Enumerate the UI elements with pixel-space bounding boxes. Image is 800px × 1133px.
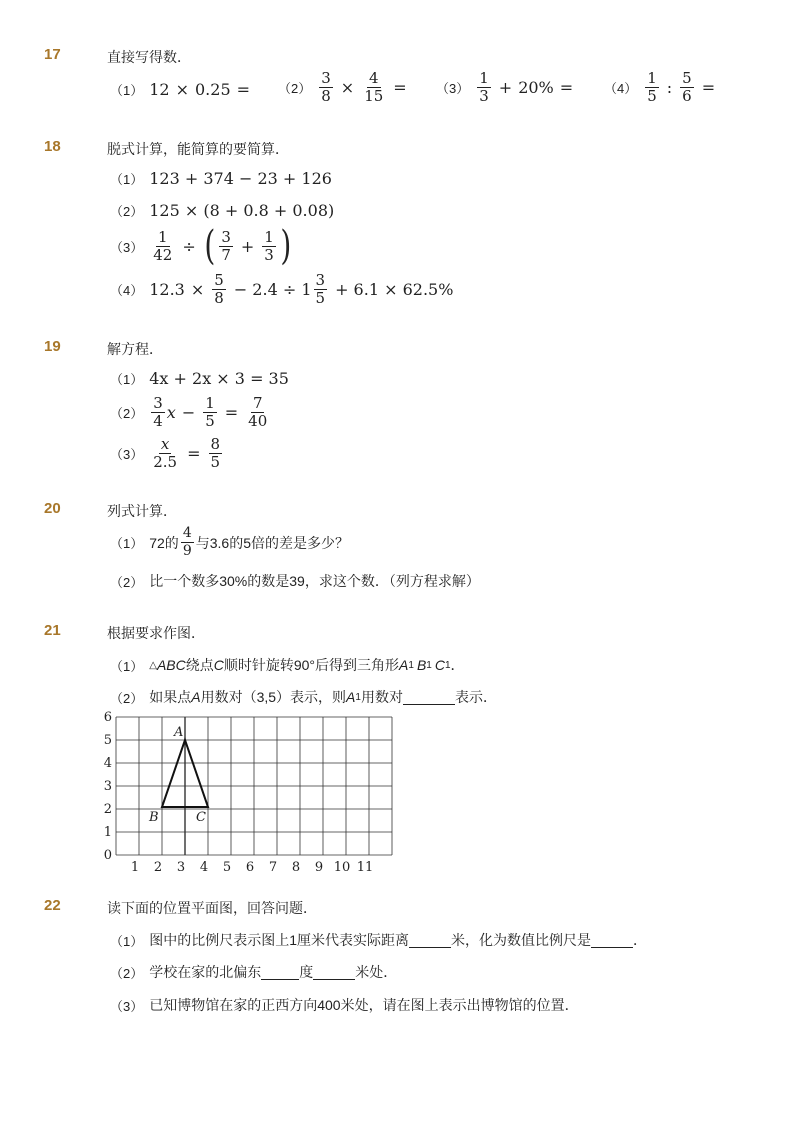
subscript: 1 xyxy=(444,659,451,671)
question-number-19: 19 xyxy=(44,338,61,355)
question-number-18: 18 xyxy=(44,138,61,155)
expression: 4x + 2x × 3 = 35 xyxy=(149,369,289,388)
coordinate-grid xyxy=(100,710,400,875)
text: 用数对（3,5）表示，则 xyxy=(200,689,347,705)
text: 已知博物馆在家的正西方向400米处，请在图上表示出博物馆的位置． xyxy=(149,997,579,1013)
text: ． xyxy=(450,657,465,673)
x-tick-label: 1 xyxy=(130,860,140,875)
q19-item-3 xyxy=(110,436,224,471)
equals: = xyxy=(393,78,407,97)
fraction: $\frac{4}{9}$ xyxy=(182,525,192,559)
expression: 125 × (8 + 0.8 + 0.08) xyxy=(149,201,335,220)
expression: 123 + 374 − 23 + 126 xyxy=(149,169,332,188)
item-label: （4） xyxy=(110,283,144,298)
fraction: $\frac{x}{2.5}$ xyxy=(153,435,178,471)
text: ． xyxy=(633,932,648,948)
right-paren: ) xyxy=(280,223,292,269)
q17-item-3 xyxy=(436,70,579,105)
question-number-17: 17 xyxy=(44,46,61,63)
operator: × xyxy=(190,280,205,299)
fraction: $\frac{8}{5}$ xyxy=(210,435,221,471)
subscript: 1 xyxy=(426,659,432,671)
text: 绕点 xyxy=(185,657,214,673)
x-tick-label: 2 xyxy=(153,860,163,875)
item-label: （2） xyxy=(110,406,144,421)
q19-item-2 xyxy=(110,395,271,430)
text: 用数对 xyxy=(360,689,403,705)
item-label: （1） xyxy=(110,933,144,949)
text: 度 xyxy=(299,964,314,980)
fraction: $\frac{1}{3}$ xyxy=(479,69,489,105)
operator: + xyxy=(498,78,513,97)
x-tick-label: 11 xyxy=(356,860,374,875)
x-tick-label: 9 xyxy=(314,860,324,875)
item-label: （2） xyxy=(110,965,144,981)
item-label: （1） xyxy=(110,172,144,187)
item-label: （4） xyxy=(604,81,638,96)
x-tick-label: 7 xyxy=(268,860,278,875)
q20-item-1 xyxy=(110,525,349,560)
operator: − xyxy=(181,403,196,422)
x-tick-label: 4 xyxy=(199,860,209,875)
item-label: （2） xyxy=(110,204,144,219)
x-tick-label: 5 xyxy=(222,860,232,875)
expression: + 6.1 × 62.5% xyxy=(335,280,454,299)
operator: + xyxy=(240,236,255,256)
question-title-21: 根据要求作图． xyxy=(107,625,205,641)
y-tick-label: 5 xyxy=(103,733,112,748)
point-label-b: B xyxy=(149,810,159,825)
question-number-22: 22 xyxy=(44,897,61,914)
question-title-20: 列式计算． xyxy=(107,503,177,519)
fraction: $\frac{3}{8}$ xyxy=(321,69,331,105)
fraction: $\frac{4}{15}$ xyxy=(364,69,384,105)
item-label: （1） xyxy=(110,372,144,387)
equals: = xyxy=(559,78,574,97)
q18-item-4 xyxy=(110,272,453,307)
point-label-c: C xyxy=(196,810,206,825)
item-label: （3） xyxy=(110,998,144,1014)
text: A xyxy=(346,689,356,705)
q22-item-1 xyxy=(110,930,647,950)
operator: : xyxy=(666,78,673,97)
q17-item-4 xyxy=(604,70,721,105)
item-label: （3） xyxy=(436,81,470,96)
q18-item-1 xyxy=(110,169,332,188)
fraction: $\frac{1}{5}$ xyxy=(647,69,657,105)
item-label: （2） xyxy=(110,574,144,590)
q17-item-1 xyxy=(110,80,256,99)
equals: = xyxy=(187,444,201,463)
item-label: （3） xyxy=(110,447,144,462)
number: 20% xyxy=(518,78,554,97)
item-label: （2） xyxy=(278,81,312,96)
q21-item-2 xyxy=(110,687,497,707)
q21-item-1 xyxy=(110,655,465,675)
question-title-17: 直接写得数． xyxy=(107,49,191,65)
variable: x xyxy=(166,403,176,422)
item-label: （3） xyxy=(110,239,144,255)
equals: = xyxy=(224,403,239,422)
y-tick-label: 4 xyxy=(103,756,112,771)
item-label: （2） xyxy=(110,690,144,706)
item-label: （1） xyxy=(110,658,144,674)
y-tick-label: 0 xyxy=(103,848,112,863)
q18-item-2 xyxy=(110,201,334,220)
question-number-20: 20 xyxy=(44,500,61,517)
answer-blank[interactable] xyxy=(261,965,299,980)
number: 12.3 xyxy=(149,280,185,299)
fraction: $\frac{3}{4}$ xyxy=(153,394,163,430)
q17-item-2 xyxy=(278,70,413,105)
triangle-symbol: △ xyxy=(149,659,157,671)
fraction: $\frac{7}{40}$ xyxy=(248,394,268,430)
answer-blank[interactable] xyxy=(403,690,455,705)
fraction: $\frac{5}{6}$ xyxy=(682,69,692,105)
q19-item-1 xyxy=(110,369,289,388)
text: 72的 xyxy=(149,534,179,551)
x-tick-label: 10 xyxy=(333,860,351,875)
subscript: 1 xyxy=(355,691,361,703)
point-label-a: A xyxy=(174,725,184,740)
text: 米，化为数值比例尺是 xyxy=(451,932,592,948)
y-tick-label: 3 xyxy=(103,779,112,794)
text: 米处． xyxy=(355,964,398,980)
q20-item-2 xyxy=(110,571,480,591)
number: 12 xyxy=(149,80,170,99)
text: 学校在家的北偏东 xyxy=(149,964,262,980)
text: 比一个数多30%的数是39，求这个数．（列方程求解） xyxy=(149,573,480,589)
y-tick-label: 2 xyxy=(103,802,112,817)
x-tick-label: 8 xyxy=(291,860,301,875)
answer-blank[interactable] xyxy=(591,933,633,948)
operator: ÷ xyxy=(182,236,196,256)
question-title-18: 脱式计算，能简算的要简算． xyxy=(107,141,289,157)
text: A xyxy=(191,689,201,705)
text: C xyxy=(213,657,224,673)
fraction: $\frac{1}{3}$ xyxy=(264,227,274,264)
fraction: $\frac{3}{7}$ xyxy=(221,227,231,264)
x-tick-label: 6 xyxy=(245,860,255,875)
subscript: 1 xyxy=(408,659,414,671)
text: 如果点 xyxy=(149,689,192,705)
question-number-21: 21 xyxy=(44,622,61,639)
text: B xyxy=(416,657,427,673)
q18-item-3 xyxy=(110,223,293,269)
text: 顺时针旋转90°后得到三角形 xyxy=(223,657,400,673)
operator: × xyxy=(175,80,189,99)
text: 表示． xyxy=(454,689,497,705)
fraction: $\frac{1}{42}$ xyxy=(153,227,173,264)
equals: = xyxy=(236,80,251,99)
fraction: $\frac{1}{5}$ xyxy=(205,394,215,430)
y-tick-label: 6 xyxy=(103,710,112,725)
item-label: （1） xyxy=(110,536,144,551)
item-label: （1） xyxy=(110,83,144,98)
text: 与3.6的5倍的差是多少？ xyxy=(195,534,349,551)
text: ABC xyxy=(156,657,186,673)
text: 图中的比例尺表示图上1厘米代表实际距离 xyxy=(149,932,410,948)
number: 0.25 xyxy=(195,80,231,99)
operator: × xyxy=(340,78,355,97)
fraction: $\frac{3}{5}$ xyxy=(315,271,326,307)
equals: = xyxy=(701,78,716,97)
expression: − 2.4 ÷ 1 xyxy=(233,280,312,299)
text: A xyxy=(399,657,409,673)
q22-item-2 xyxy=(110,962,397,982)
question-title-22: 读下面的位置平面图，回答问题． xyxy=(107,900,317,916)
answer-blank[interactable] xyxy=(409,933,451,948)
left-paren: ( xyxy=(204,223,216,269)
fraction: $\frac{5}{8}$ xyxy=(214,271,224,307)
x-tick-label: 3 xyxy=(176,860,186,875)
q22-item-3 xyxy=(110,995,579,1015)
answer-blank[interactable] xyxy=(313,965,355,980)
text: C xyxy=(434,657,445,673)
question-title-19: 解方程． xyxy=(107,341,163,357)
y-tick-label: 1 xyxy=(103,825,112,840)
